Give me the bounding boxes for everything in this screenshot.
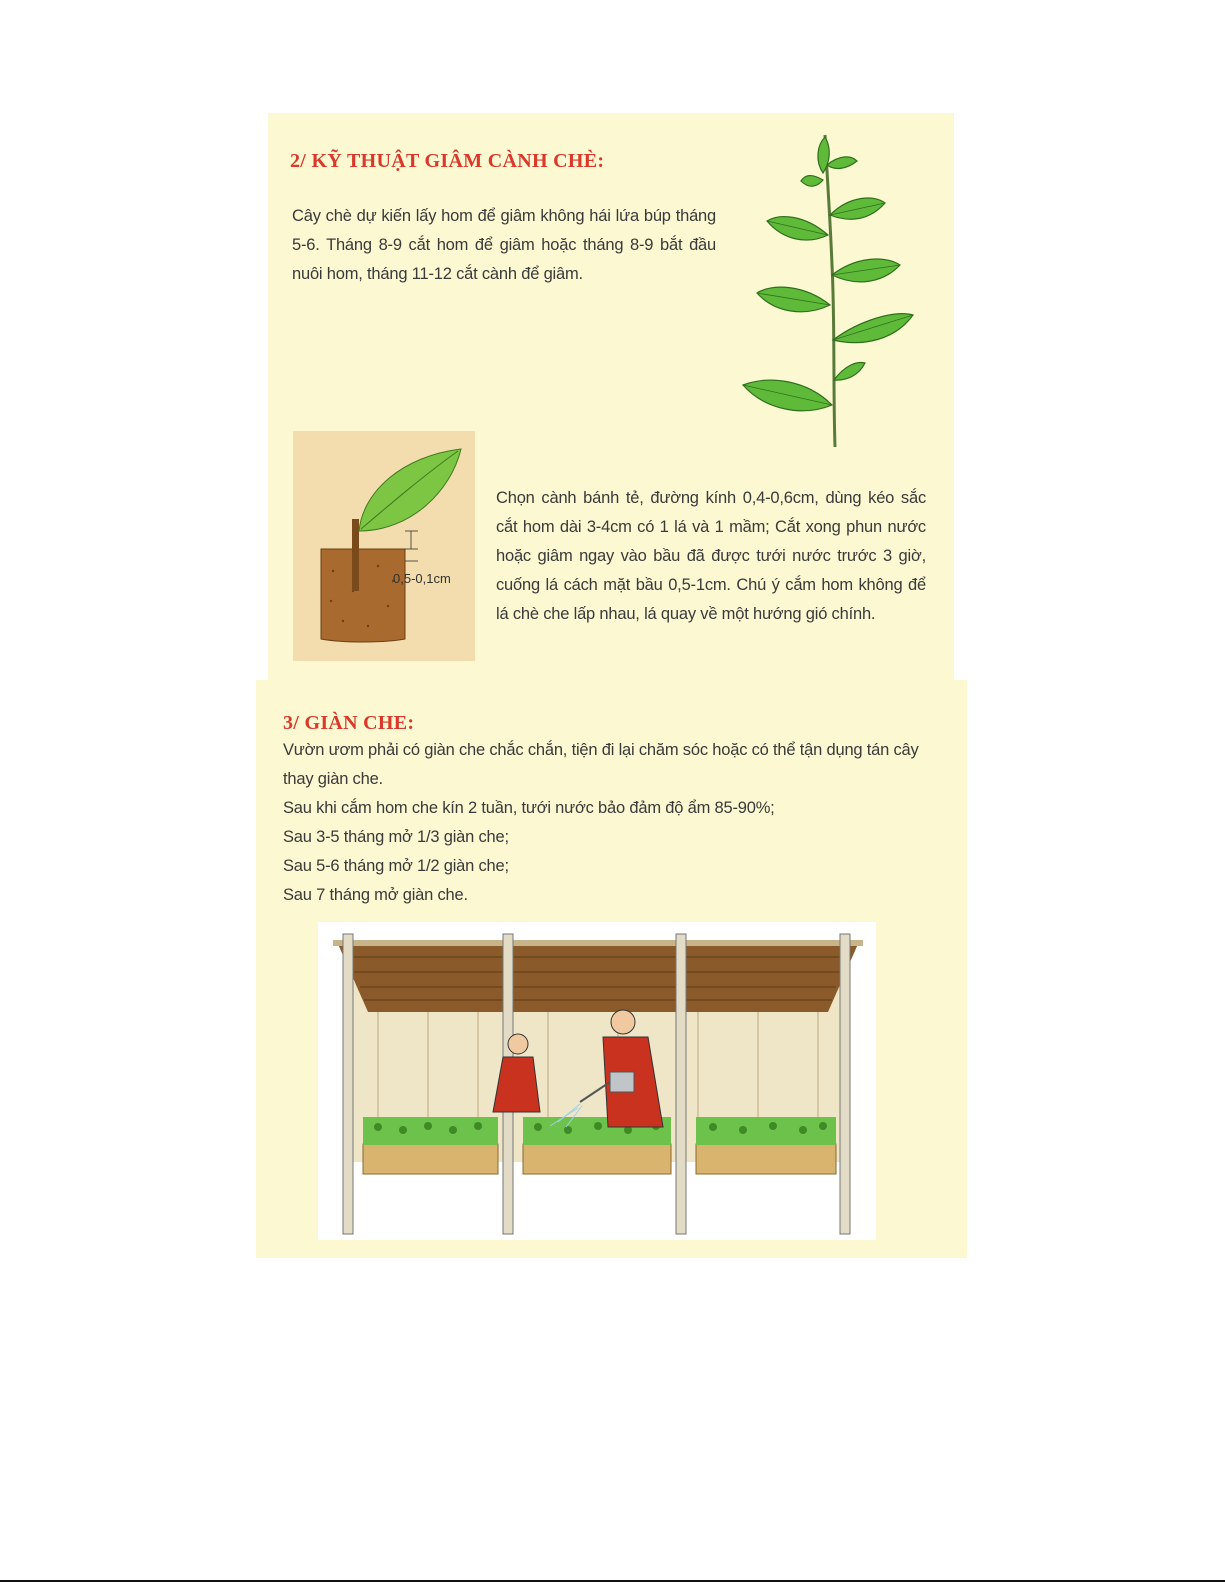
text-line: Sau khi cắm hom che kín 2 tuần, tưới nước bảo đảm độ ẩm 85-90%; [283,799,775,817]
section-3-text [283,736,923,910]
section-2-intro: Cây chè dự kiến lấy hom để giâm không hái lứa búp tháng 5-6. Tháng 8-9 cắt hom để giâm hoặc tháng 8-9 bắt đầu nuôi hom, tháng 11-12 cắt cành để giâm. [292,207,716,283]
nursery-shade-illustration [318,922,876,1240]
text-line: Vườn ươm phải có giàn che chắc chắn, tiện đi lại chăm sóc hoặc có thể tận dụng tán cây thay giàn che. [283,741,919,788]
text-line: Sau 7 tháng mở giàn che. [283,886,468,904]
diagram-dimension-label: 0,5-0,1cm [393,571,451,586]
page-bottom-border [0,1580,1225,1582]
section-2-instructions: Chọn cành bánh tẻ, đường kính 0,4-0,6cm, dùng kéo sắc cắt hom dài 3-4cm có 1 lá và 1 mầm; Cắt xong phun nước hoặc giâm ngay vào bầu đã được tưới nước trước 3 giờ, cuống lá cách mặt bầu 0,5-1cm. Chú ý cắm hom không để lá chè che lấp nhau, lá quay về một hướng gió chính. [496,489,926,623]
tea-branch-illustration [735,125,920,455]
text-line: Sau 5-6 tháng mở 1/2 giàn che; [283,857,509,875]
cutting-planting-diagram [293,431,475,661]
text-line: Sau 3-5 tháng mở 1/3 giàn che; [283,828,509,846]
section-2-heading: 2/ KỸ THUẬT GIÂM CÀNH CHÈ: [290,150,605,172]
section-3-heading: 3/ GIÀN CHE: [283,712,415,734]
